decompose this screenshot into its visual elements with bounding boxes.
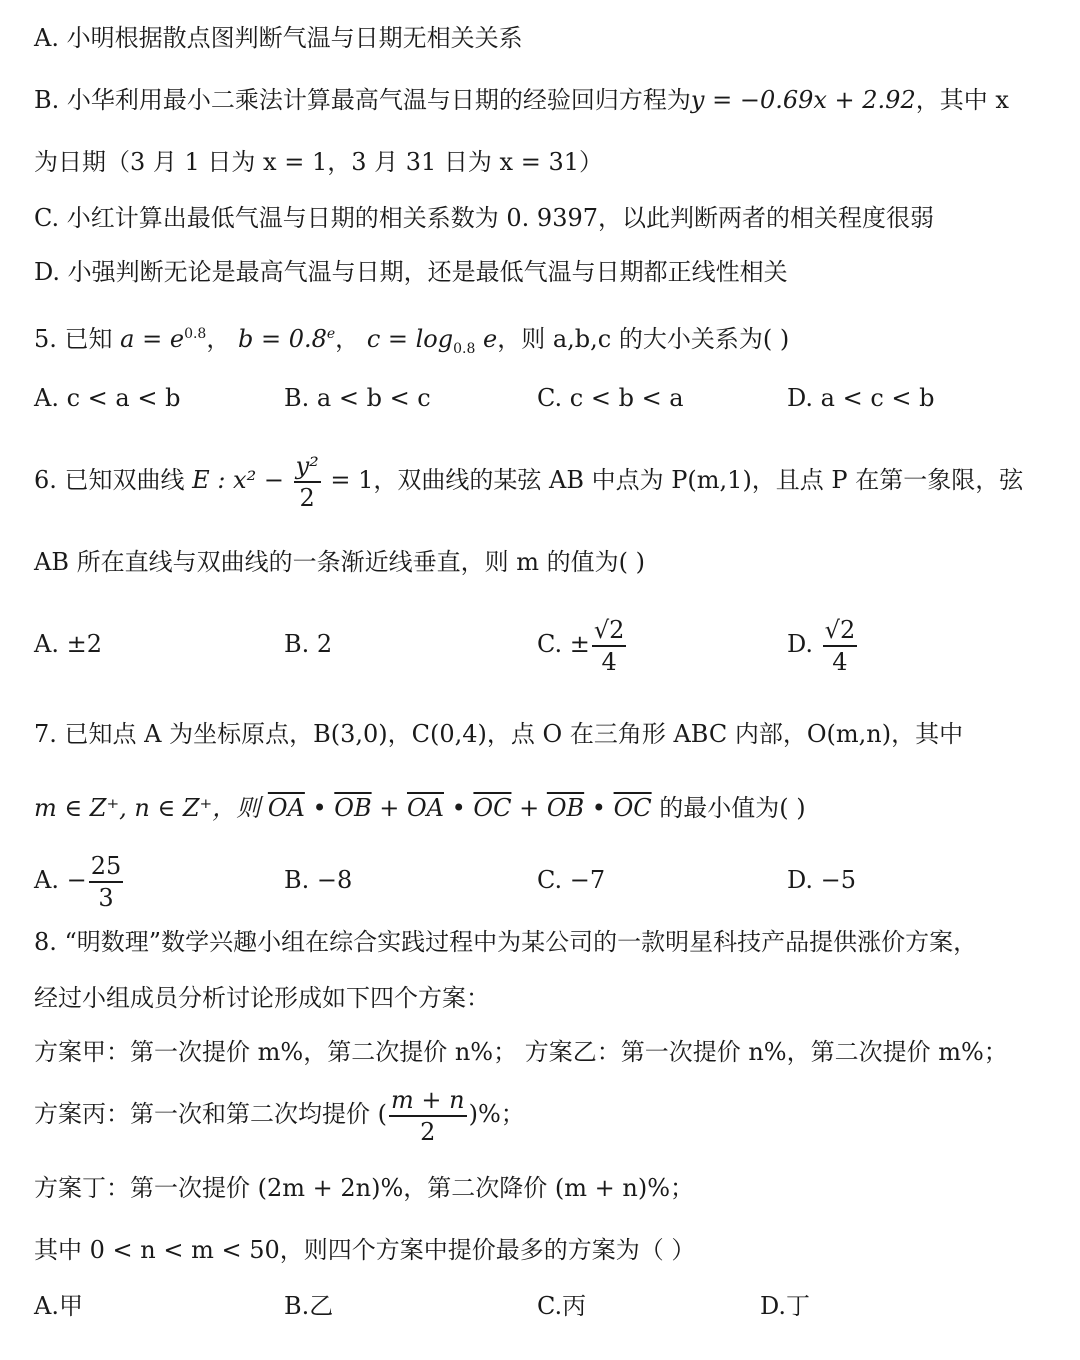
- q7-option-a-num: 25: [90, 851, 122, 880]
- q7-vector-oa-2: $\overline{OA}$: [406, 794, 444, 822]
- q6-stem-cont: AB 所在直线与双曲线的一条渐近线垂直，则 m 的值为( ): [34, 548, 645, 576]
- q7-option-d: D. −5: [787, 866, 857, 894]
- q6-stem-mid: ，双曲线的某弦 AB 中点为 P(m,1)，且点 P 在第一象限，弦: [373, 466, 1024, 494]
- q7-stem: 7. 已知点 A 为坐标原点，B(3,0)，C(0,4)，点 O 在三角形 ABC 内部，O(m,n)，其中: [34, 720, 964, 748]
- q5-b-exp: e: [326, 326, 336, 342]
- q6-eq-left: E : x² −: [192, 466, 284, 494]
- q6-option-d-num: √2: [824, 615, 856, 644]
- q8-condition: 其中 0 < n < m < 50，则四个方案中提价最多的方案为（ ）: [34, 1236, 696, 1264]
- q5-stem-pre: 5. 已知: [34, 325, 113, 353]
- q8-plan-bing-num: m + n: [391, 1085, 465, 1114]
- q5-c-def: c = log: [366, 325, 454, 353]
- q5-stem: 5. 已知 $a = e^{0.8}$， b = 0.8$^e$， $c = \log_{0.8} e$，则 a,b,c 的大小关系为( ): [34, 325, 790, 357]
- q8-stem-cont: 经过小组成员分析讨论形成如下四个方案：: [34, 984, 490, 1012]
- q7-vector-ob-2: $\overline{OB}$: [546, 794, 585, 822]
- q4-option-c: C. 小红计算出最低气温与日期的相关系数为 0. 9397，以此判断两者的相关程度很弱: [34, 204, 934, 232]
- q8-option-b: B.乙: [284, 1292, 334, 1320]
- q6-option-a: A. ±2: [34, 630, 102, 658]
- q4-option-b: [34, 84, 1050, 116]
- q7-vector-oc-2: $\overline{OC}$: [613, 794, 652, 822]
- q6-stem-pre: 6. 已知双曲线: [34, 466, 185, 494]
- q8-plan-ding: 方案丁：第一次提价 (2m + 2n)%，第二次降价 (m + n)%；: [34, 1174, 695, 1202]
- q4-regression-equation: y = −0.69x + 2.92: [690, 86, 916, 114]
- q5-a-def: a = e: [120, 325, 185, 353]
- q6-option-d-radicand: 2: [839, 615, 856, 644]
- q6-option-c-label: C. ±: [537, 630, 590, 658]
- q7-stem-post: 的最小值为( ): [651, 794, 806, 822]
- q4-option-b-cont: 为日期（3 月 1 日为 x = 1，3 月 31 日为 x = 31）: [34, 148, 603, 176]
- q6-stem: [34, 448, 1050, 513]
- q8-plan-bing: 方案丙：第一次和第二次均提价 ( $\frac{m + n}{2}$ )%；: [34, 1085, 525, 1146]
- q6-frac-den: 2: [299, 483, 315, 512]
- q6-fraction: [294, 451, 321, 513]
- q6-option-c-fraction: [592, 615, 627, 677]
- q7-option-a-fraction: [89, 851, 124, 913]
- q5-b-def: b = 0.8: [237, 325, 327, 353]
- q6-option-c-radicand: 2: [609, 615, 625, 644]
- q8-stem: 8. “明数理”数学兴趣小组在综合实践过程中为某公司的一款明星科技产品提供涨价方案，: [34, 928, 978, 956]
- q8-plan-bing-den: 2: [420, 1117, 436, 1146]
- q6-option-d-den: 4: [832, 647, 848, 676]
- q6-option-d-label: D.: [787, 630, 814, 658]
- q7-dot-3: •: [584, 794, 614, 822]
- q7-option-a-label: A. −: [34, 866, 87, 894]
- q5-c-sub: 0.8: [453, 340, 476, 357]
- q5-option-d: D. a < c < b: [787, 384, 935, 412]
- q6-option-c: [537, 612, 628, 677]
- q5-option-a: A. c < a < b: [34, 384, 181, 412]
- q7-stem-pre: m ∈ Z⁺, n ∈ Z⁺，则: [34, 794, 261, 822]
- q7-option-a: [34, 848, 125, 913]
- q8-option-d: D.丁: [760, 1292, 811, 1320]
- q7-plus-1: +: [371, 794, 407, 822]
- q7-option-b: B. −8: [284, 866, 353, 894]
- q4-option-b-tail: ，其中 x: [915, 86, 1009, 114]
- q7-stem-cont: [34, 792, 1050, 824]
- q7-plus-2: +: [511, 794, 547, 822]
- q8-option-c: C.丙: [537, 1292, 587, 1320]
- q8-plan-bing-fraction: [389, 1085, 467, 1147]
- q5-stem-post: ，则 a,b,c 的大小关系为( ): [497, 325, 790, 353]
- q6-frac-num: y²: [295, 451, 319, 480]
- q7-option-a-den: 3: [98, 883, 114, 912]
- q5-option-b: B. a < b < c: [284, 384, 431, 412]
- q5-option-c: C. c < b < a: [537, 384, 684, 412]
- q5-a-exp: 0.8: [184, 326, 207, 342]
- q6-option-b: B. 2: [284, 630, 333, 658]
- q6-option-d-fraction: [823, 615, 858, 677]
- q4-option-b-text: B. 小华利用最小二乘法计算最高气温与日期的经验回归方程为: [34, 86, 691, 114]
- q8-plan-jia-yi: 方案甲：第一次提价 m%，第二次提价 n%； 方案乙：第一次提价 n%，第二次提价 m%；: [34, 1038, 1008, 1066]
- q7-vector-oc-1: $\overline{OC}$: [473, 794, 512, 822]
- q7-vector-oa-1: $\overline{OA}$: [267, 794, 305, 822]
- q6-option-d: [787, 612, 859, 677]
- q7-dot-2: •: [444, 794, 474, 822]
- q8-option-a: A.甲: [34, 1292, 83, 1320]
- q6-option-c-den: 4: [601, 647, 617, 676]
- q7-dot-1: •: [304, 794, 335, 822]
- q6-eq-right: = 1: [330, 466, 374, 494]
- q6-option-c-num: √2: [593, 615, 625, 644]
- q4-option-d: D. 小强判断无论是最高气温与日期，还是最低气温与日期都正线性相关: [34, 258, 788, 286]
- q7-vector-ob-1: $\overline{OB}$: [334, 794, 372, 822]
- q7-option-c: C. −7: [537, 866, 606, 894]
- q4-option-a: A. 小明根据散点图判断气温与日期无相关关系: [34, 24, 523, 52]
- q8-plan-bing-post: %；: [477, 1100, 525, 1128]
- q5-c-tail: e: [475, 325, 498, 353]
- q8-plan-bing-pre: 方案丙：第一次和第二次均提价: [34, 1100, 370, 1128]
